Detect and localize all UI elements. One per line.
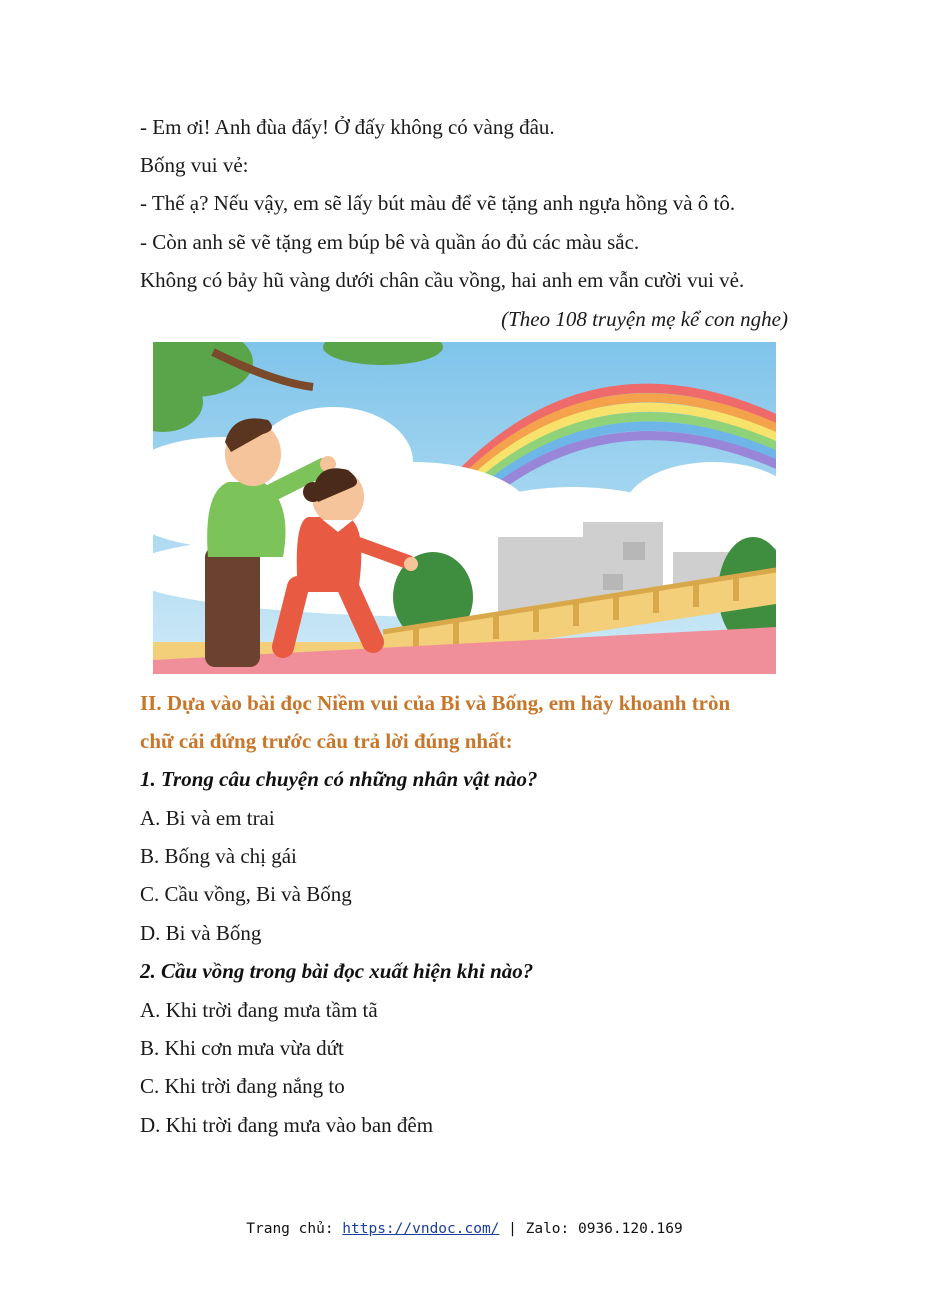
section-heading: II. Dựa vào bài đọc Niềm vui của Bi và Bống, em hãy khoanh tròn <box>140 691 731 715</box>
answer-option: B. Khi cơn mưa vừa dứt <box>140 1036 344 1060</box>
footer-contact: | Zalo: 0936.120.169 <box>499 1221 683 1237</box>
page-footer <box>0 1221 929 1237</box>
story-source: (Theo 108 truyện mẹ kể con nghe) <box>501 307 788 331</box>
answer-option: C. Khi trời đang nắng to <box>140 1074 345 1098</box>
story-line: - Thế ạ? Nếu vậy, em sẽ lấy bút màu để vẽ tặng anh ngựa hồng và ô tô. <box>140 191 736 215</box>
answer-option: B. Bống và chị gái <box>140 844 297 868</box>
homepage-link[interactable]: https://vndoc.com/ <box>342 1221 500 1237</box>
answer-option: A. Khi trời đang mưa tầm tã <box>140 998 378 1022</box>
story-line: Bống vui vẻ: <box>140 153 249 177</box>
question-2: 2. Cầu vồng trong bài đọc xuất hiện khi nào? <box>140 959 534 983</box>
story-line: - Em ơi! Anh đùa đấy! Ở đấy không có vàng đâu. <box>140 115 555 139</box>
question-1: 1. Trong câu chuyện có những nhân vật nào? <box>140 767 538 791</box>
story-illustration <box>153 342 776 674</box>
answer-option: D. Khi trời đang mưa vào ban đêm <box>140 1113 434 1137</box>
answer-option: A. Bi và em trai <box>140 806 275 830</box>
footer-prefix: Trang chủ: <box>246 1221 343 1237</box>
section-heading: chữ cái đứng trước câu trả lời đúng nhất: <box>140 729 513 753</box>
story-line: Không có bảy hũ vàng dưới chân cầu vồng, hai anh em vẫn cười vui vẻ. <box>140 268 745 292</box>
answer-option: D. Bi và Bống <box>140 921 262 945</box>
story-line: - Còn anh sẽ vẽ tặng em búp bê và quần áo đủ các màu sắc. <box>140 230 640 254</box>
answer-option: C. Cầu vồng, Bi và Bống <box>140 882 352 906</box>
